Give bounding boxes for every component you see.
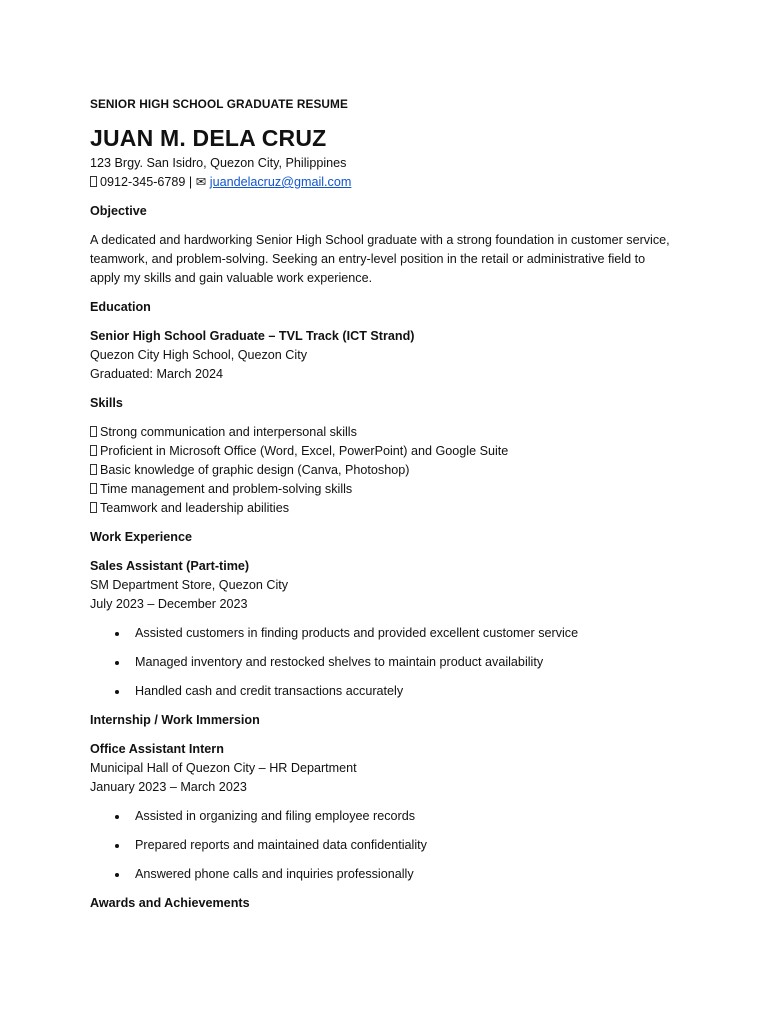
check-icon bbox=[90, 464, 97, 475]
bullet-icon bbox=[115, 690, 119, 694]
email-link[interactable]: juandelacruz@gmail.com bbox=[209, 175, 352, 189]
document-label: SENIOR HIGH SCHOOL GRADUATE RESUME bbox=[90, 97, 348, 111]
phone-icon bbox=[90, 176, 97, 187]
internship-bullets bbox=[90, 807, 678, 884]
check-icon bbox=[90, 502, 97, 513]
list-item: Handled cash and credit transactions accurately bbox=[135, 682, 678, 701]
awards-heading: Awards and Achievements bbox=[90, 896, 250, 910]
check-icon bbox=[90, 445, 97, 456]
skill-item: Basic knowledge of graphic design (Canva, Photoshop) bbox=[90, 461, 678, 480]
list-item: Answered phone calls and inquiries professionally bbox=[135, 865, 678, 884]
contact-separator: | ✉ bbox=[185, 175, 210, 189]
bullet-icon bbox=[115, 873, 119, 877]
education-block bbox=[90, 327, 678, 384]
check-icon bbox=[90, 483, 97, 494]
bullet-icon bbox=[115, 661, 119, 665]
internship-title: Office Assistant Intern bbox=[90, 742, 224, 756]
address-line: 123 Brgy. San Isidro, Quezon City, Philippines bbox=[90, 156, 347, 170]
skills-list bbox=[90, 423, 678, 518]
education-school: Quezon City High School, Quezon City bbox=[90, 348, 307, 362]
list-item: Prepared reports and maintained data confidentiality bbox=[135, 836, 678, 855]
education-graduated: Graduated: March 2024 bbox=[90, 367, 224, 381]
candidate-name: JUAN M. DELA CRUZ bbox=[90, 125, 327, 151]
education-heading: Education bbox=[90, 300, 151, 314]
list-item: Assisted customers in finding products and provided excellent customer service bbox=[135, 624, 678, 643]
list-item: Managed inventory and restocked shelves to maintain product availability bbox=[135, 653, 678, 672]
list-item: Assisted in organizing and filing employee records bbox=[135, 807, 678, 826]
work-company: SM Department Store, Quezon City bbox=[90, 578, 289, 592]
internship-block bbox=[90, 740, 678, 797]
skills-heading: Skills bbox=[90, 396, 123, 410]
bullet-icon bbox=[115, 815, 119, 819]
education-degree: Senior High School Graduate – TVL Track (ICT Strand) bbox=[90, 329, 415, 343]
contact-line bbox=[90, 173, 678, 192]
skill-item: Strong communication and interpersonal skills bbox=[90, 423, 678, 442]
skill-item: Proficient in Microsoft Office (Word, Excel, PowerPoint) and Google Suite bbox=[90, 442, 678, 461]
phone-number: 0912-345-6789 bbox=[100, 175, 186, 189]
check-icon bbox=[90, 426, 97, 437]
internship-company: Municipal Hall of Quezon City – HR Department bbox=[90, 761, 357, 775]
objective-heading: Objective bbox=[90, 204, 147, 218]
skill-item: Teamwork and leadership abilities bbox=[90, 499, 678, 518]
work-heading: Work Experience bbox=[90, 530, 192, 544]
bullet-icon bbox=[115, 632, 119, 636]
work-bullets bbox=[90, 624, 678, 701]
internship-dates: January 2023 – March 2023 bbox=[90, 780, 247, 794]
work-title: Sales Assistant (Part-time) bbox=[90, 559, 250, 573]
internship-heading: Internship / Work Immersion bbox=[90, 713, 260, 727]
work-block bbox=[90, 557, 678, 614]
bullet-icon bbox=[115, 844, 119, 848]
objective-text: A dedicated and hardworking Senior High School graduate with a strong foundation in customer service, teamwork, and problem-solving. Seeking an entry-level position in the retail or administrative field to apply my skills and gain valuable work experience. bbox=[90, 233, 670, 285]
skill-item: Time management and problem-solving skills bbox=[90, 480, 678, 499]
work-dates: July 2023 – December 2023 bbox=[90, 597, 248, 611]
